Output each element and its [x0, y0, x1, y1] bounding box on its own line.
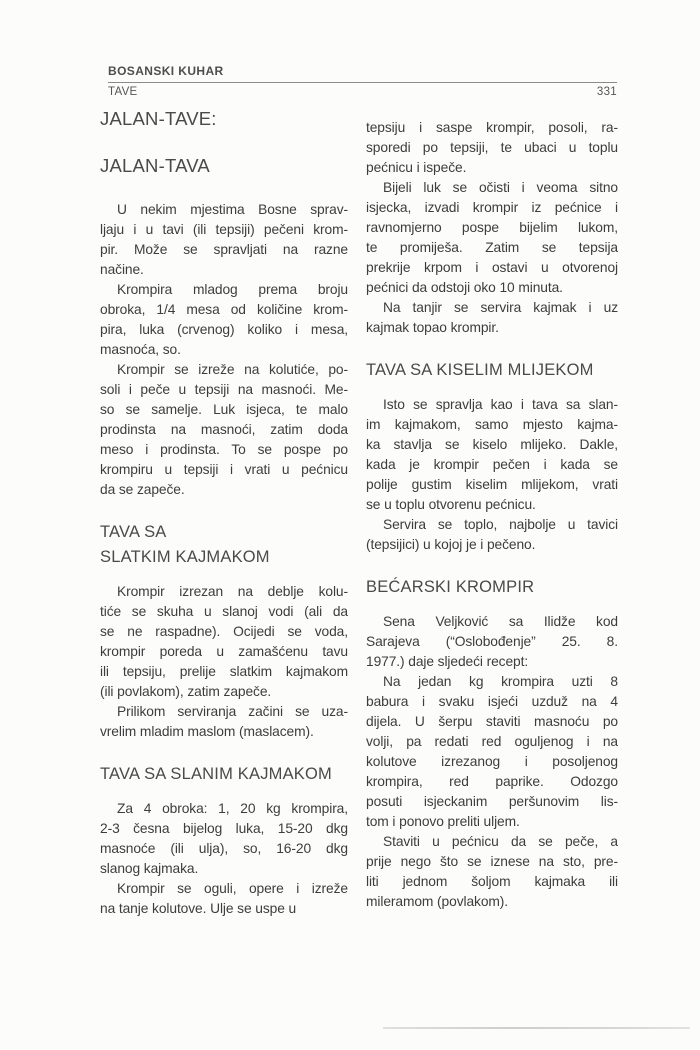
- paragraph: [366, 832, 618, 912]
- paragraph: [366, 515, 618, 555]
- text-line: masnoća, so.: [100, 342, 181, 357]
- page-number: 331: [596, 86, 617, 98]
- text-line: (tepsijici) u kojoj je i pečeno.: [366, 537, 536, 552]
- text-line: Krompir se oguli, opere i izreže: [117, 881, 348, 896]
- heading-line: TAVA SA KISELIM MLIJEKOM: [366, 361, 594, 379]
- text-line: načine.: [100, 262, 144, 277]
- paragraph: [100, 799, 348, 879]
- text-line: prekrije krpom i ostavi u otvorenoj: [366, 260, 618, 275]
- text-line: Krompira mladog prema broju: [117, 282, 348, 297]
- text-line: pir. Može se spravljati na razne: [100, 242, 348, 257]
- text-line: se u toplu otvorenu pećnicu.: [366, 497, 536, 512]
- text-line: Krompir se izreže na kolutiće, po-: [117, 362, 348, 377]
- text-line: polije gustim kiselim mlijekom, vrati: [366, 477, 618, 492]
- text-line: volji, pa redati red oguljenog i na: [366, 734, 618, 749]
- text-line: slanog kajmaka.: [100, 861, 199, 876]
- text-line: ravnomjerno pospe bijelim lukom,: [366, 220, 618, 235]
- page-header: [108, 64, 617, 98]
- paragraph: [100, 582, 348, 702]
- paragraph: [366, 118, 618, 178]
- text-line: prije nego što se iznese na sto, pre-: [366, 854, 618, 869]
- text-line: se ne raspadne). Ocijedi se voda,: [100, 624, 348, 639]
- heading-line: TAVA SA: [100, 523, 167, 541]
- text-line: ljaju i u tavi (ili tepsiji) pečeni krom-: [100, 222, 348, 237]
- text-line: dijela. U šerpu staviti masnoću po: [366, 714, 618, 729]
- recipe-heading: [100, 520, 348, 570]
- text-line: U nekim mjestima Bosne sprav-: [117, 202, 348, 217]
- text-line: im kajmakom, samo mjesto kajma-: [366, 417, 618, 432]
- heading-line: JALAN-TAVA: [100, 155, 210, 176]
- text-line: obroka, 1/4 mesa od količine krom-: [100, 302, 348, 317]
- text-line: meso i prodinsta. To se pospe po: [100, 442, 348, 457]
- bottom-scan-rule: [383, 1027, 690, 1029]
- text-line: 1977.) daje sljedeći recept:: [366, 654, 529, 669]
- text-line: 2-3 česna bijelog luka, 15-20 dkg: [100, 821, 348, 836]
- text-line: Isto se spravlja kao i tava sa slan-: [383, 397, 618, 412]
- text-line: na tanje kolutove. Ulje se uspe u: [100, 901, 297, 916]
- text-line: prodinsta na masnoći, zatim doda: [100, 422, 348, 437]
- book-title: BOSANSKI KUHAR: [108, 64, 224, 78]
- text-line: ili tepsiju, prelije slatkim kajmakom: [100, 664, 348, 679]
- text-line: pira, luka (crvenog) koliko i mesa,: [100, 322, 348, 337]
- text-line: krompir poreda u zamašćenu tavu: [100, 644, 348, 659]
- text-line: da se zapeče.: [100, 482, 185, 497]
- chapter-label: TAVE: [108, 86, 138, 98]
- text-line: kolutove izrezanog i posoljenog: [366, 754, 618, 769]
- text-line: krompiru u tepsiji i vrati u pećnicu: [100, 462, 348, 477]
- recipe-heading: [100, 762, 348, 787]
- paragraph: [100, 360, 348, 500]
- text-line: Servira se toplo, najbolje u tavici: [383, 517, 618, 532]
- paragraph: [100, 200, 348, 280]
- recipe-heading: [366, 575, 618, 600]
- heading-line: SLATKIM KAJMAKOM: [100, 548, 270, 566]
- text-line: Bijeli luk se očisti i veoma sitno: [383, 180, 618, 195]
- paragraph: [100, 879, 348, 919]
- text-line: pećnicu i ispeče.: [366, 160, 467, 175]
- paragraph: [366, 672, 618, 832]
- text-line: babura i svaku isjeći uzduž na 4: [366, 694, 618, 709]
- text-line: Staviti u pećnicu da se peče, a: [383, 834, 618, 849]
- text-line: tepsiju i saspe krompir, posoli, ra-: [366, 120, 618, 135]
- text-line: Na tanjir se servira kajmak i uz: [383, 300, 618, 315]
- text-line: Za 4 obroka: 1, 20 kg krompira,: [117, 801, 348, 816]
- paragraph: [366, 178, 618, 298]
- header-rule: [108, 82, 617, 83]
- text-line: sporedi po tepsiji, te ubaci u toplu: [366, 140, 618, 155]
- paragraph: [366, 612, 618, 672]
- text-line: vrelim mladim maslom (maslacem).: [100, 724, 314, 739]
- text-line: kada je krompir pečen i kada se: [366, 457, 618, 472]
- paragraph: [366, 395, 618, 515]
- heading-line: TAVA SA SLANIM KAJMAKOM: [100, 765, 332, 783]
- text-line: Prilikom serviranja začini se uza-: [117, 704, 348, 719]
- text-line: masnoće (ili ulja), so, 16-20 dkg: [100, 841, 348, 856]
- text-line: Na jedan kg krompira uzti 8: [383, 674, 618, 689]
- text-line: kajmak topao krompir.: [366, 320, 499, 335]
- text-line: mileramom (povlakom).: [366, 894, 509, 909]
- text-line: (ili povlakom), zatim zapeče.: [100, 684, 272, 699]
- text-line: krompira, red paprike. Odozgo: [366, 774, 618, 789]
- text-line: isjecka, izvadi krompir iz pećnice i: [366, 200, 618, 215]
- text-line: tom i ponovo preliti uljem.: [366, 814, 520, 829]
- text-line: Sena Veljković sa Ilidže kod: [383, 614, 618, 629]
- text-line: posuti isjeckanim peršunovim lis-: [366, 794, 618, 809]
- text-line: soli i peče u tepsiji na masnoći. Me-: [100, 382, 348, 397]
- text-line: tiće se skuha u slanoj vodi (ali da: [100, 604, 348, 619]
- paragraph: [100, 280, 348, 360]
- heading-line: BEĆARSKI KROMPIR: [366, 578, 535, 596]
- recipe-heading: [100, 153, 348, 178]
- header-subrow: [108, 86, 617, 98]
- paragraph: [100, 702, 348, 742]
- text-line: Sarajeva (“Oslobođenje” 25. 8.: [366, 634, 618, 649]
- text-line: pećnici da odstoji oko 10 minuta.: [366, 280, 563, 295]
- text-line: liti jednom šoljom kajmaka ili: [366, 874, 618, 889]
- text-column-right: [366, 118, 618, 912]
- text-line: so se samelje. Luk isjeca, te malo: [100, 402, 348, 417]
- heading-line: JALAN-TAVE:: [100, 108, 217, 129]
- paragraph: [366, 298, 618, 338]
- recipe-heading: [366, 358, 618, 383]
- text-line: te promiješa. Zatim se tepsija: [366, 240, 618, 255]
- text-line: ka stavlja se kiselo mlijeko. Dakle,: [366, 437, 618, 452]
- text-line: Krompir izrezan na deblje kolu-: [117, 584, 348, 599]
- recipe-heading: [100, 106, 348, 131]
- text-column-left: [100, 106, 348, 919]
